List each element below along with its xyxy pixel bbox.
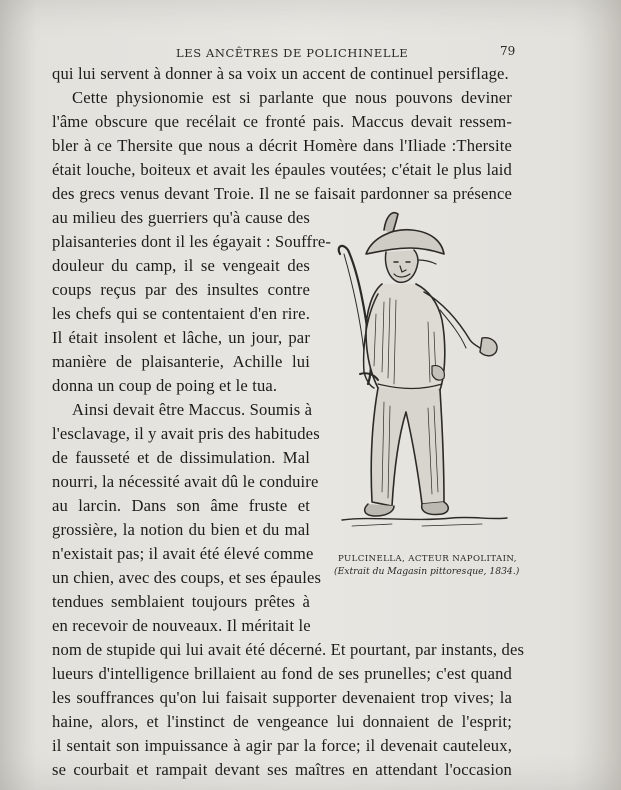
text-line: un chien, avec des coups, et ses épaules: [52, 568, 322, 587]
text-line: lueurs d'intelligence brillaient au fond de ses prunelles; c'est quand: [52, 664, 512, 683]
text-line: était louche, boiteux et avait les épaules voutées; c'était le plus laid: [52, 160, 512, 179]
text-line: bler à ce Thersite que nous a décrit Homère dans l'Iliade :Thersite: [52, 136, 512, 155]
text-line: au larcin. Dans son âme fruste et: [52, 496, 310, 515]
text-line: haine, alors, et l'instinct de vengeance lui donnaient de l'esprit;: [52, 712, 512, 731]
figure-caption-source: (Extrait du Magasin pittoresque, 1834.): [334, 566, 520, 577]
text-line: tendues semblaient toujours prêtes à: [52, 592, 310, 611]
text-line: Il était insolent et lâche, un jour, par: [52, 328, 310, 347]
text-line: plaisanteries dont il les égayait : Souffre-: [52, 232, 332, 251]
page-number: 79: [500, 44, 516, 58]
text-line: douleur du camp, il se vengeait des: [52, 256, 310, 275]
text-line: au milieu des guerriers qu'à cause des: [52, 208, 310, 227]
text-line: manière de plaisanterie, Achille lui: [52, 352, 310, 371]
text-line: de fausseté et de dissimulation. Mal: [52, 448, 310, 467]
text-line: les souffrances qu'on lui faisait supporter devenaient trop vives; la: [52, 688, 512, 707]
text-line: se courbait et rampait devant ses maîtres en attendant l'occasion: [52, 760, 512, 779]
text-line: Cette physionomie est si parlante que nous pouvons deviner: [72, 88, 512, 107]
text-line: l'esclavage, il y avait pris des habitudes: [52, 424, 320, 443]
text-line: donna un coup de poing et le tua.: [52, 376, 278, 395]
text-line: les chefs qui se contentaient d'en rire.: [52, 304, 310, 323]
text-line: nourri, la nécessité avait dû le conduire: [52, 472, 319, 491]
text-line: qui lui servent à donner à sa voix un accent de continuel persiflage.: [52, 64, 509, 83]
figure-caption-title: PULCINELLA, ACTEUR NAPOLITAIN,: [338, 554, 517, 564]
text-line: il sentait son impuissance à agir par la force; il devenait cauteleux,: [52, 736, 512, 755]
text-line: grossière, la notion du bien et du mal: [52, 520, 310, 539]
text-line: Ainsi devait être Maccus. Soumis à: [72, 400, 313, 419]
text-line: l'âme obscure que recélait ce fronté pais. Maccus devait ressem-: [52, 112, 512, 131]
text-line: coups reçus par des insultes contre: [52, 280, 310, 299]
pulcinella-illustration: [332, 202, 512, 542]
text-line: nom de stupide qui lui avait été décerné. Et pourtant, par instants, des: [52, 640, 525, 659]
text-line: en recevoir de nouveaux. Il méritait le: [52, 616, 311, 635]
text-line: n'existait pas; il avait été élevé comme: [52, 544, 314, 563]
running-title: LES ANCÊTRES DE POLICHINELLE: [176, 46, 409, 60]
text-line: des grecs venus devant Troie. Il ne se faisait pardonner sa présence: [52, 184, 512, 203]
